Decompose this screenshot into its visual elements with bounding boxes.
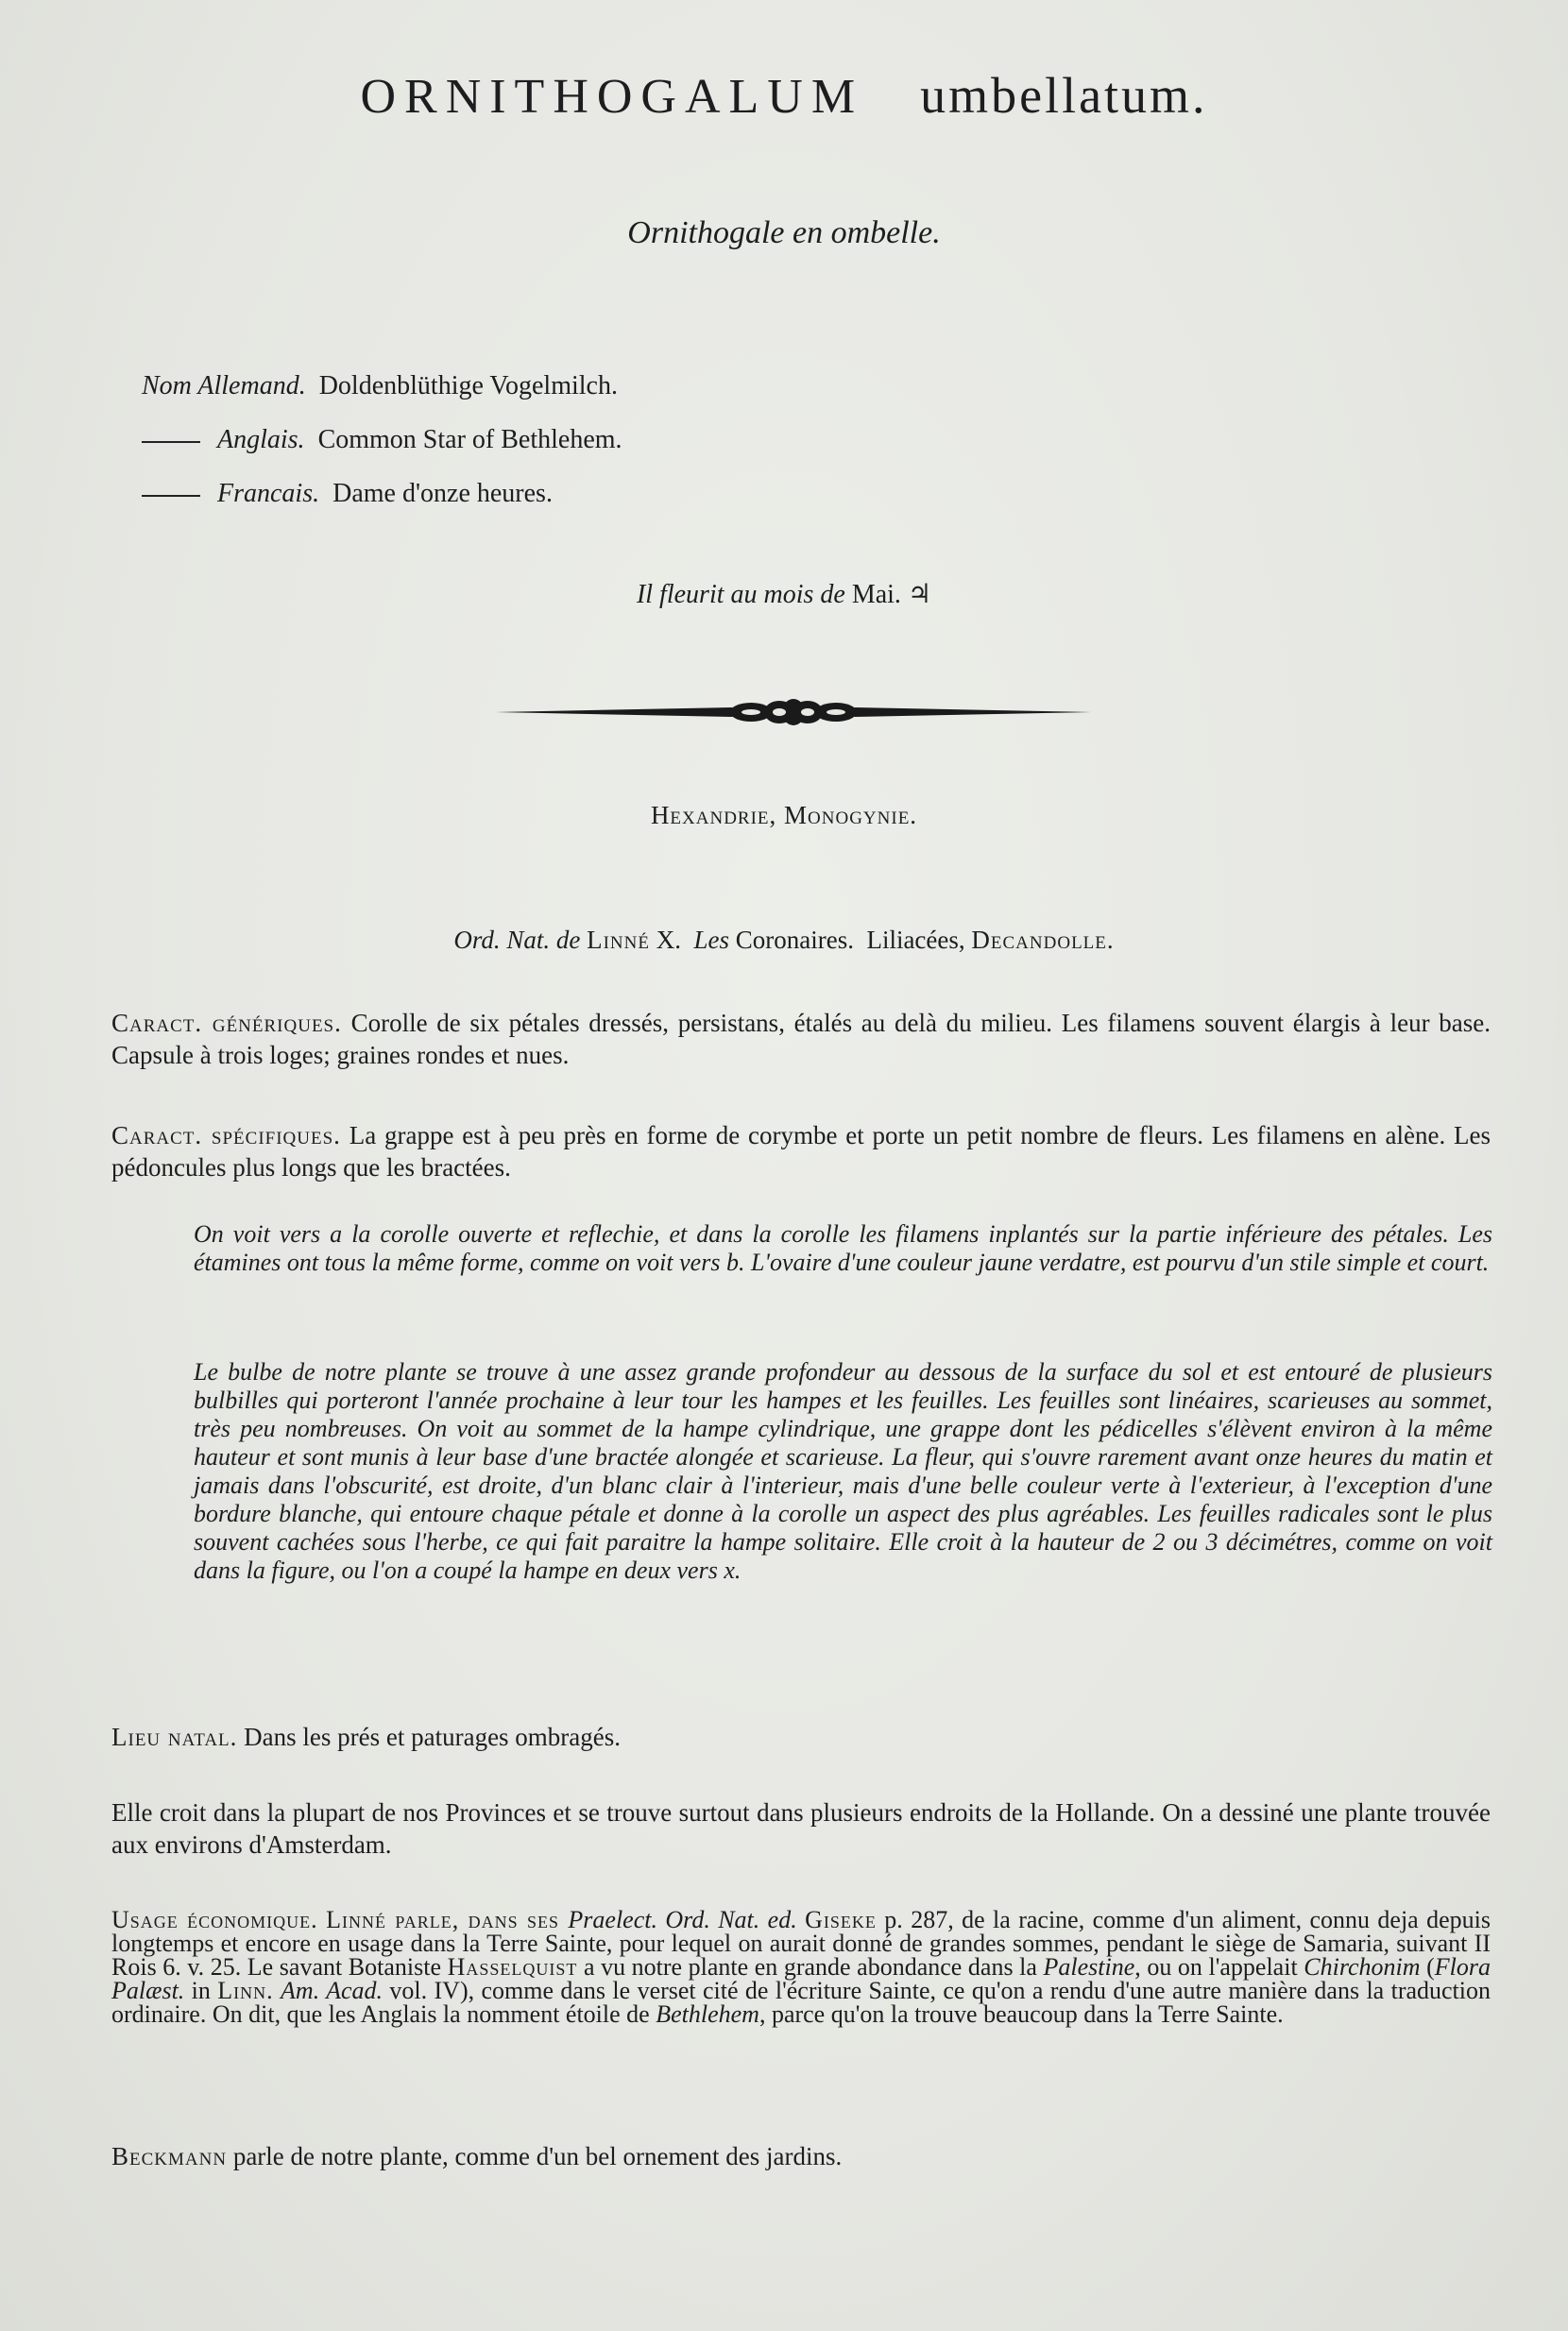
common-names-list [142, 359, 622, 520]
ditto-dash [142, 441, 200, 443]
species-name: umbellatum. [920, 67, 1208, 124]
common-name-english [142, 413, 622, 467]
ornamental-divider-icon [496, 692, 1091, 732]
ord-nat-author: Linné [587, 926, 650, 954]
usage-text: a vu notre plante en grande abondance dans la [577, 1953, 1044, 1981]
usage-text: Linn. [217, 1977, 274, 2004]
bloom-month: Mai. [851, 580, 901, 609]
usage-text: p. 287, de la racine, comme d'un aliment, connu deja depuis longtemps et encore en usage dans la Terre Sainte, pour lequel on aurait donné de grandes sommes, pendant le siège de Samaria, suivant II Rois 6. v. 25. Le savant Botaniste [111, 1906, 1491, 1981]
bloom-text: Il fleurit au mois de [636, 580, 845, 609]
usage-text: , ou on l'appelait [1134, 1953, 1304, 1981]
section-label: Lieu natal. [111, 1723, 238, 1751]
section-label: Caract. spécifiques. [111, 1121, 341, 1149]
habitat-paragraph: Elle croit dans la plupart de nos Provinces et se trouve surtout dans plusieurs endroits de la Hollande. On a dessiné une plante trouvée aux environs d'Amsterdam. [111, 1798, 1491, 1859]
page-title [0, 66, 1568, 125]
language-label: Francais. [217, 479, 320, 508]
common-name-french [142, 467, 622, 520]
flower-description: On voit vers a la corolle ouverte et reflechie, et dans la corolle les filamens inplantés sur la partie inférieure des pétales. Les étamines ont tous la même forme, comme on voit vers b. L'ovaire d'une couleur jaune verdatre, est pourvu d'un stile simple et court. [194, 1220, 1492, 1276]
usage-text: Praelect. Ord. Nat. ed. [568, 1906, 806, 1933]
bloom-period [0, 578, 1568, 610]
usage-text: Palestine [1043, 1953, 1135, 1981]
ord-nat-author-2: Decandolle. [971, 926, 1115, 954]
common-name: Doldenblüthige Vogelmilch. [318, 371, 618, 400]
ord-nat-les: Les [693, 926, 729, 954]
section-label: Caract. génériques. [111, 1009, 342, 1037]
economic-usage [111, 1908, 1491, 2026]
beckmann-note [111, 2140, 1491, 2172]
language-label: Nom Allemand. [142, 371, 306, 400]
usage-text: Chirchonim [1304, 1953, 1421, 1981]
usage-text: in [184, 1977, 218, 2004]
usage-text: Am. Acad. [281, 1977, 383, 2004]
common-name: Dame d'onze heures. [332, 479, 553, 508]
ord-nat-family: Coronaires. [735, 926, 854, 954]
perennial-symbol-icon: ♃ [907, 580, 932, 609]
ord-nat-label: Ord. Nat. [453, 926, 551, 954]
section-label: Usage économique. [111, 1906, 318, 1933]
usage-text: Giseke [805, 1906, 877, 1933]
usage-text: Linné parle, dans ses [326, 1906, 569, 1933]
ord-nat-alt-family: Liliacées, [866, 926, 965, 954]
french-name-subtitle: Ornithogale en ombelle. [627, 215, 941, 250]
native-habitat [111, 1721, 1491, 1753]
genus-name: ORNITHOGALUM [360, 70, 864, 124]
generic-characters [111, 1007, 1491, 1071]
ord-nat-number: X. [656, 926, 681, 954]
usage-text: Bethlehem [656, 2000, 759, 2028]
plant-description: Le bulbe de notre plante se trouve à une assez grande profondeur au dessous de la surface du sol et est entouré de plusieurs bulbilles qui porteront l'année prochaine à leur tour les hampes et les feuilles. Les feuilles sont linéaires, scarieuses au sommet, très peu nombreuses. On voit au sommet de la hampe cylindrique, une grappe dont les pédicelles s'élèvent environ à la même hauteur et sont munis à leur base d'une bractée alongée et scarieuse. La fleur, qui s'ouvre rarement avant onze heures du matin et jamais dans l'obscurité, est droite, d'un blanc clair à l'interieur, mais d'une belle couleur verte à l'exterieur, à l'exception d'une bordure blanche, qui entoure chaque pétale et donne à la corolle un aspect des plus agréables. Les feuilles radicales sont le plus souvent cachées sous l'herbe, ce qui fait paraitre la hampe solitaire. Elle croit à la hauteur de 2 ou 3 décimétres, comme on voit dans la figure, ou l'on a coupé la hampe en deux vers x. [194, 1358, 1492, 1584]
section-text: La grappe est à peu près en forme de corymbe et porte un petit nombre de fleurs. Les filamens en alène. Les pédoncules plus longs que les bractées. [111, 1121, 1491, 1182]
usage-text: Flora Palæst. [111, 1953, 1491, 2004]
linnaean-class: Hexandrie, Monogynie. [650, 801, 918, 829]
usage-text: , parce qu'on la trouve beaucoup dans la Terre Sainte. [758, 2000, 1284, 2028]
ditto-dash [142, 495, 200, 497]
beckmann-name: Beckmann [111, 2142, 228, 2170]
usage-text: ( [1420, 1953, 1435, 1981]
language-label: Anglais. [217, 425, 305, 454]
section-text: Corolle de six pétales dressés, persistans, étalés au delà du milieu. Les filamens souvent élargis à leur base. Capsule à trois loges; graines rondes et nues. [111, 1009, 1491, 1069]
natural-order-line [0, 926, 1568, 955]
common-name: Common Star of Bethlehem. [317, 425, 622, 454]
usage-text: Hasselquist [447, 1953, 578, 1981]
ord-nat-de: de [555, 926, 581, 954]
beckmann-text: parle de notre plante, comme d'un bel ornement des jardins. [232, 2142, 843, 2170]
common-name-german [142, 359, 622, 413]
usage-text: vol. IV), comme dans le verset cité de l'écriture Sainte, ce qu'on a rendu d'une autre manière dans la traduction ordinaire. On dit, que les Anglais la nomment étoile de [111, 1977, 1491, 2028]
specific-characters [111, 1119, 1491, 1183]
section-text: Dans les prés et paturages ombragés. [244, 1723, 622, 1751]
